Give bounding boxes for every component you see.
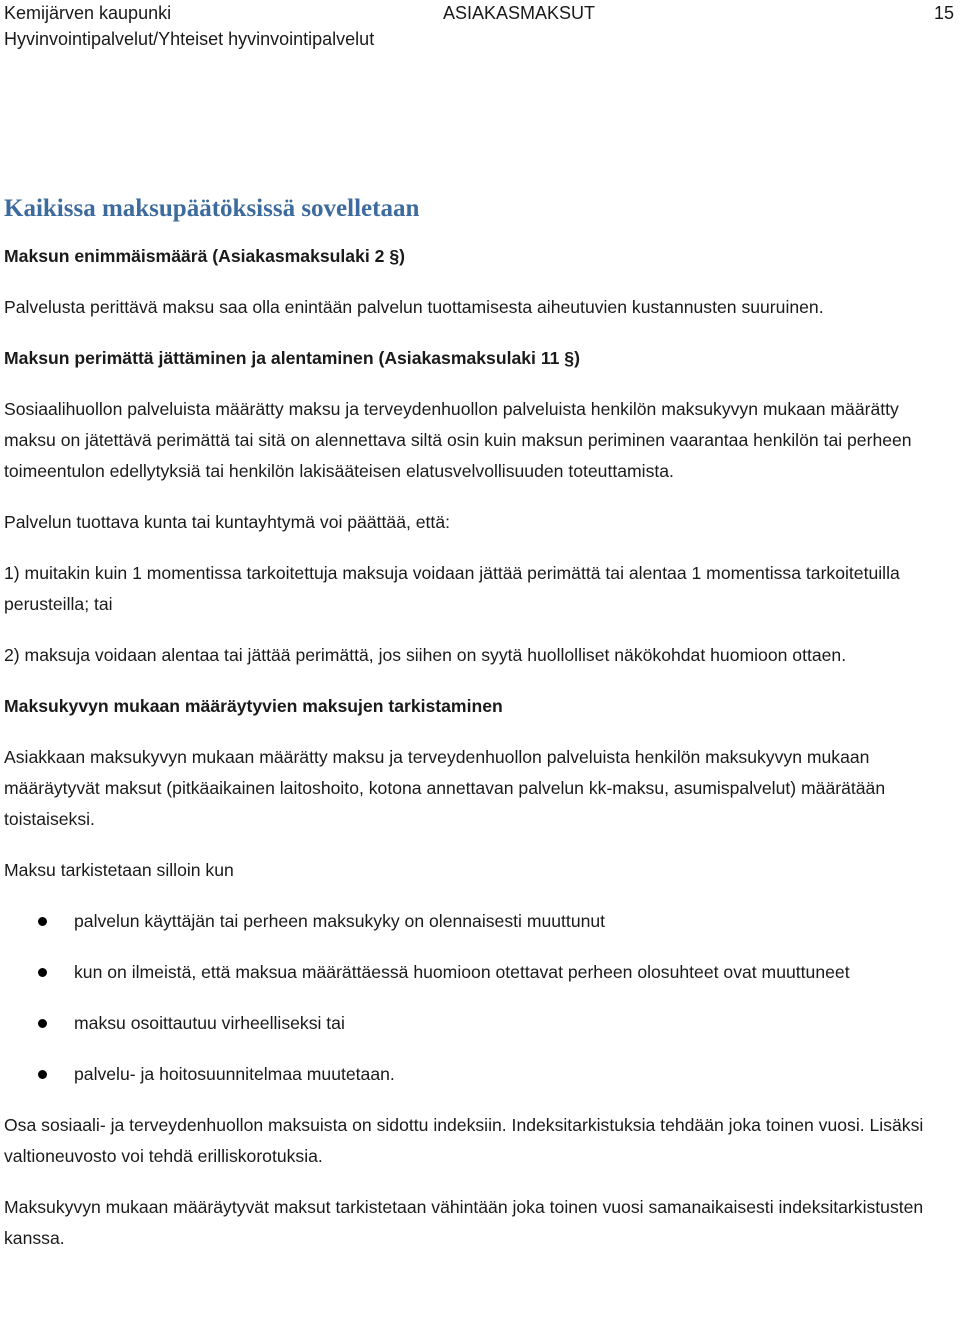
list-item [4,957,952,988]
paragraph-fee-waiver: Sosiaalihuollon palveluista määrätty maksu ja terveydenhuollon palveluista henkilön maksukyvyn mukaan määrätty maksu on jätettävä perimättä tai sitä on alennettava siltä osin kuin maksun periminen vaarantaa henkilön tai perheen toimeentulon edellytyksiä tai henkilön lakisääteisen elatusvelvollisuuden toteuttamista. [4,399,912,481]
paragraph-item-1: 1) muitakin kuin 1 momentissa tarkoitettuja maksuja voidaan jättää perimättä tai alentaa 1 momentissa tarkoitetuilla perusteilla; tai [4,563,900,614]
bullet-icon [38,1019,47,1028]
bullet-icon [38,1070,47,1079]
document-page [4,0,954,1248]
paragraph-heading-max-fee: Maksun enimmäismäärä (Asiakasmaksulaki 2 §) [4,246,405,266]
department-name: Hyvinvointipalvelut/Yhteiset hyvinvointipalvelut [4,29,375,49]
paragraph-heading-fee-waiver: Maksun perimättä jättäminen ja alentaminen (Asiakasmaksulaki 11 §) [4,348,580,368]
list-item [4,1059,952,1090]
document-body [4,241,952,1274]
list-item-text: palvelu- ja hoitosuunnitelmaa muutetaan. [74,1064,395,1084]
bullet-icon [38,968,47,977]
paragraph-municipality-decision: Palvelun tuottava kunta tai kuntayhtymä voi päättää, että: [4,512,450,532]
paragraph-item-2: 2) maksuja voidaan alentaa tai jättää perimättä, jos siihen on syytä huollolliset näkökohdat huomioon ottaen. [4,645,847,665]
document-title: ASIAKASMAKSUT [443,3,596,23]
bullet-icon [38,917,47,926]
list-item-text: maksu osoittautuu virheelliseksi tai [74,1013,345,1033]
list-item [4,1008,952,1039]
list-item-text: palvelun käyttäjän tai perheen maksukyky on olennaisesti muuttunut [74,911,606,931]
paragraph-fee-review: Asiakkaan maksukyvyn mukaan määrätty maksu ja terveydenhuollon palveluista henkilön maksukyvyn mukaan määräytyvät maksut (pitkäaikainen laitoshoito, kotona annettavan palvelun kk-maksu, asumispalvelut) määrätään toistaiseksi. [4,747,886,829]
paragraph-max-fee: Palvelusta perittävä maksu saa olla enintään palvelun tuottamisesta aiheutuvien kustannusten suuruinen. [4,297,824,317]
page-header [4,0,952,60]
paragraph-biennial-review: Maksukyvyn mukaan määräytyvät maksut tarkistetaan vähintään joka toinen vuosi samanaikaisesti indeksitarkistusten kanssa. [4,1197,924,1248]
list-item-text: kun on ilmeistä, että maksua määrättäessä huomioon otettavat perheen olosuhteet ovat muuttuneet [74,962,850,982]
list-item [4,906,952,937]
paragraph-heading-fee-review: Maksukyvyn mukaan määräytyvien maksujen tarkistaminen [4,696,503,716]
organization-name: Kemijärven kaupunki [4,3,172,23]
paragraph-index-linking: Osa sosiaali- ja terveydenhuollon maksuista on sidottu indeksiin. Indeksitarkistuksia tehdään joka toinen vuosi. Lisäksi valtioneuvosto voi tehdä erilliskorotuksia. [4,1115,924,1166]
review-conditions-list [4,906,952,1090]
page-number: 15 [933,3,954,23]
paragraph-review-conditions-intro: Maksu tarkistetaan silloin kun [4,860,234,880]
section-heading: Kaikissa maksupäätöksissä sovelletaan [4,195,420,222]
